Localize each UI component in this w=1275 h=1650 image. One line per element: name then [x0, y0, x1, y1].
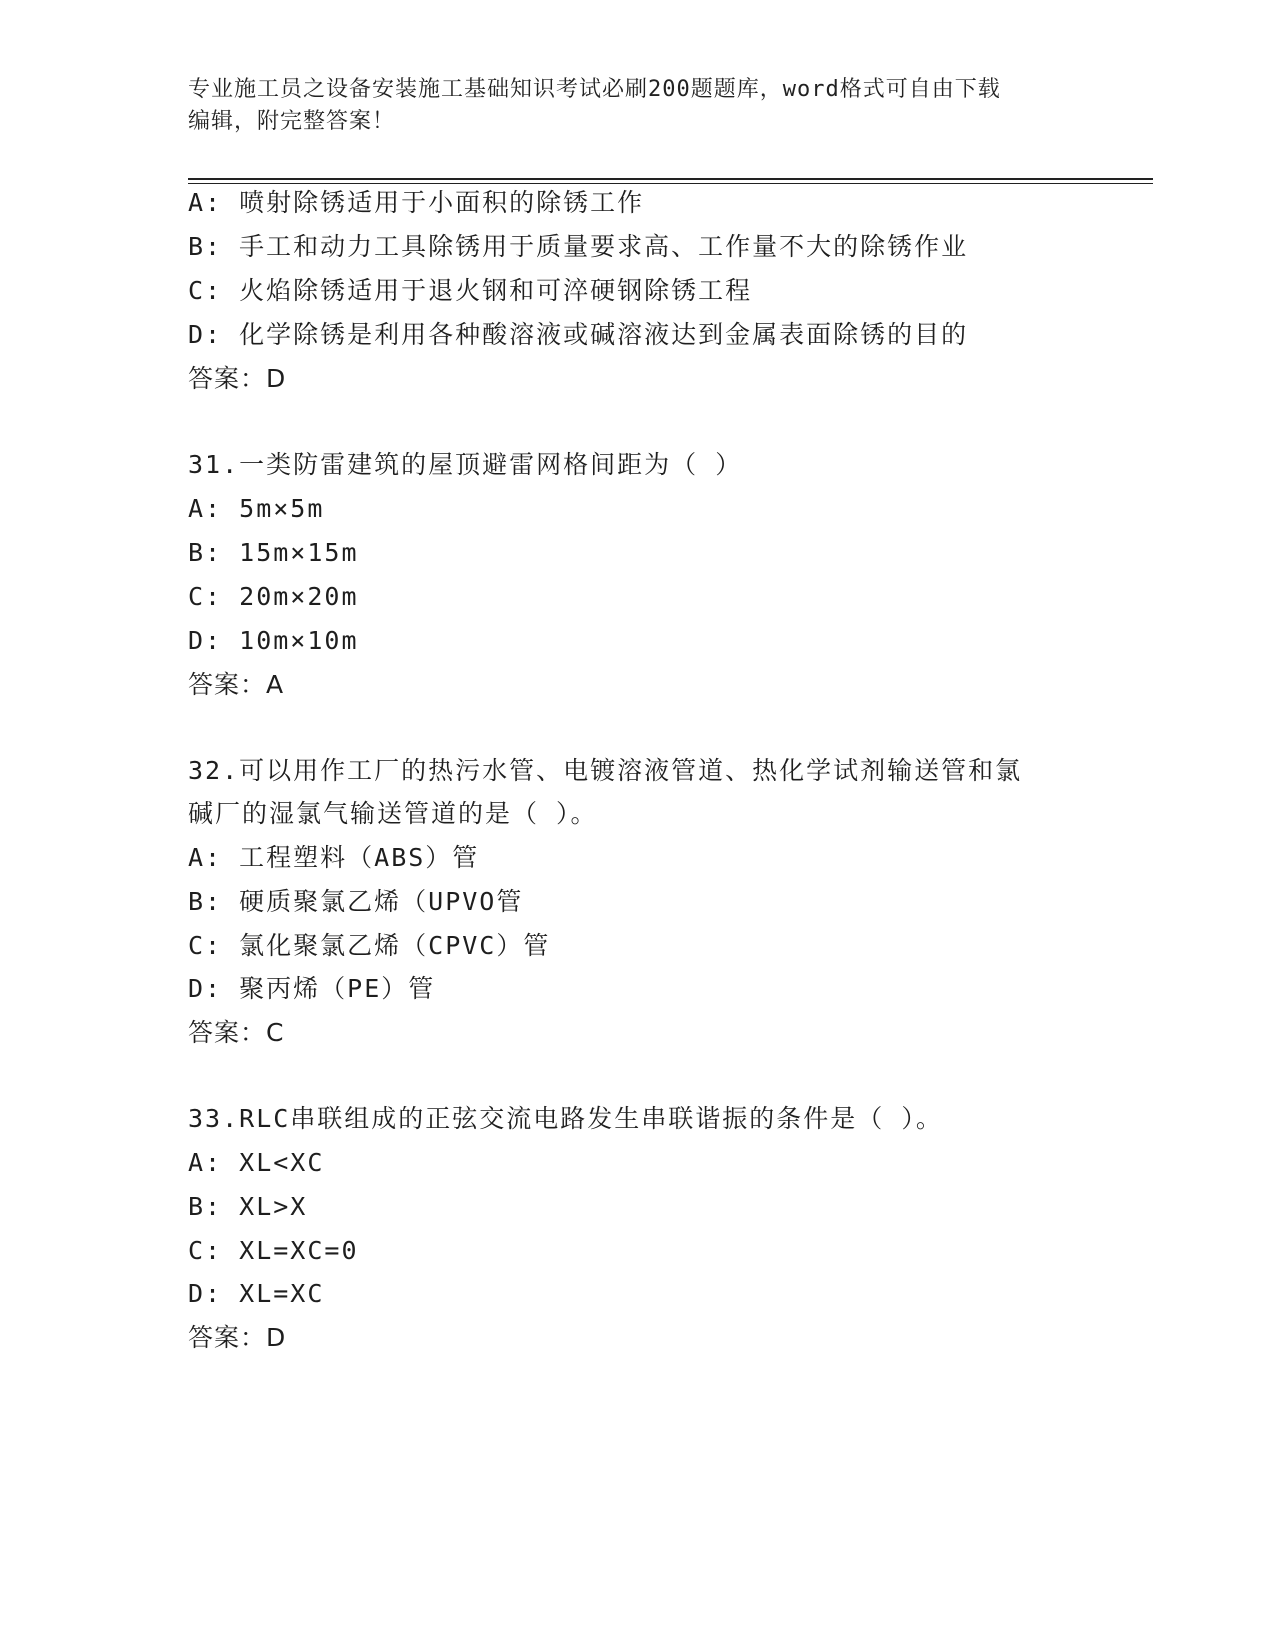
q32-stem-line-2: 碱厂的湿氯气输送管道的是（ ）。: [188, 799, 598, 828]
q31-option-d: D: 10m×10m: [188, 626, 359, 655]
header-divider-thin: [188, 183, 1153, 184]
q33-option-b: B: XL>X: [188, 1192, 308, 1221]
q30-option-a: A: 喷射除锈适用于小面积的除锈工作: [188, 188, 645, 217]
q30-option-c: C: 火焰除锈适用于退火钢和可淬硬钢除锈工程: [188, 276, 753, 305]
q32-option-d: D: 聚丙烯（PE）管: [188, 974, 436, 1003]
q32-stem-line-1: 32.可以用作工厂的热污水管、电镀溶液管道、热化学试剂输送管和氯: [188, 756, 1023, 785]
q30-answer: 答案：D: [188, 364, 287, 393]
q31-option-a: A: 5m×5m: [188, 494, 325, 523]
q30-option-d: D: 化学除锈是利用各种酸溶液或碱溶液达到金属表面除锈的目的: [188, 320, 969, 349]
q31-option-c: C: 20m×20m: [188, 582, 359, 611]
q33-option-a: A: XL<XC: [188, 1148, 325, 1177]
q30-option-b: B: 手工和动力工具除锈用于质量要求高、工作量不大的除锈作业: [188, 232, 969, 261]
q31-stem: 31.一类防雷建筑的屋顶避雷网格间距为（ ）: [188, 450, 743, 479]
q33-answer: 答案：D: [188, 1323, 287, 1352]
q32-answer: 答案：C: [188, 1018, 285, 1047]
q32-option-b: B: 硬质聚氯乙烯（UPVO管: [188, 887, 524, 916]
header-line-2: 编辑，附完整答案！: [188, 109, 396, 134]
q31-answer: 答案：A: [188, 670, 285, 699]
q32-option-a: A: 工程塑料（ABS）管: [188, 843, 480, 872]
q32-option-c: C: 氯化聚氯乙烯（CPVC）管: [188, 931, 551, 960]
q31-option-b: B: 15m×15m: [188, 538, 359, 567]
q33-stem: 33.RLC串联组成的正弦交流电路发生串联谐振的条件是（ ）。: [188, 1104, 943, 1133]
document-header: [188, 74, 1088, 138]
header-line-1: 专业施工员之设备安装施工基础知识考试必刷200题题库，word格式可自由下载: [188, 77, 1001, 102]
q33-option-c: C: XL=XC=0: [188, 1236, 359, 1265]
q33-option-d: D: XL=XC: [188, 1279, 325, 1308]
header-divider-thick: [188, 178, 1153, 180]
